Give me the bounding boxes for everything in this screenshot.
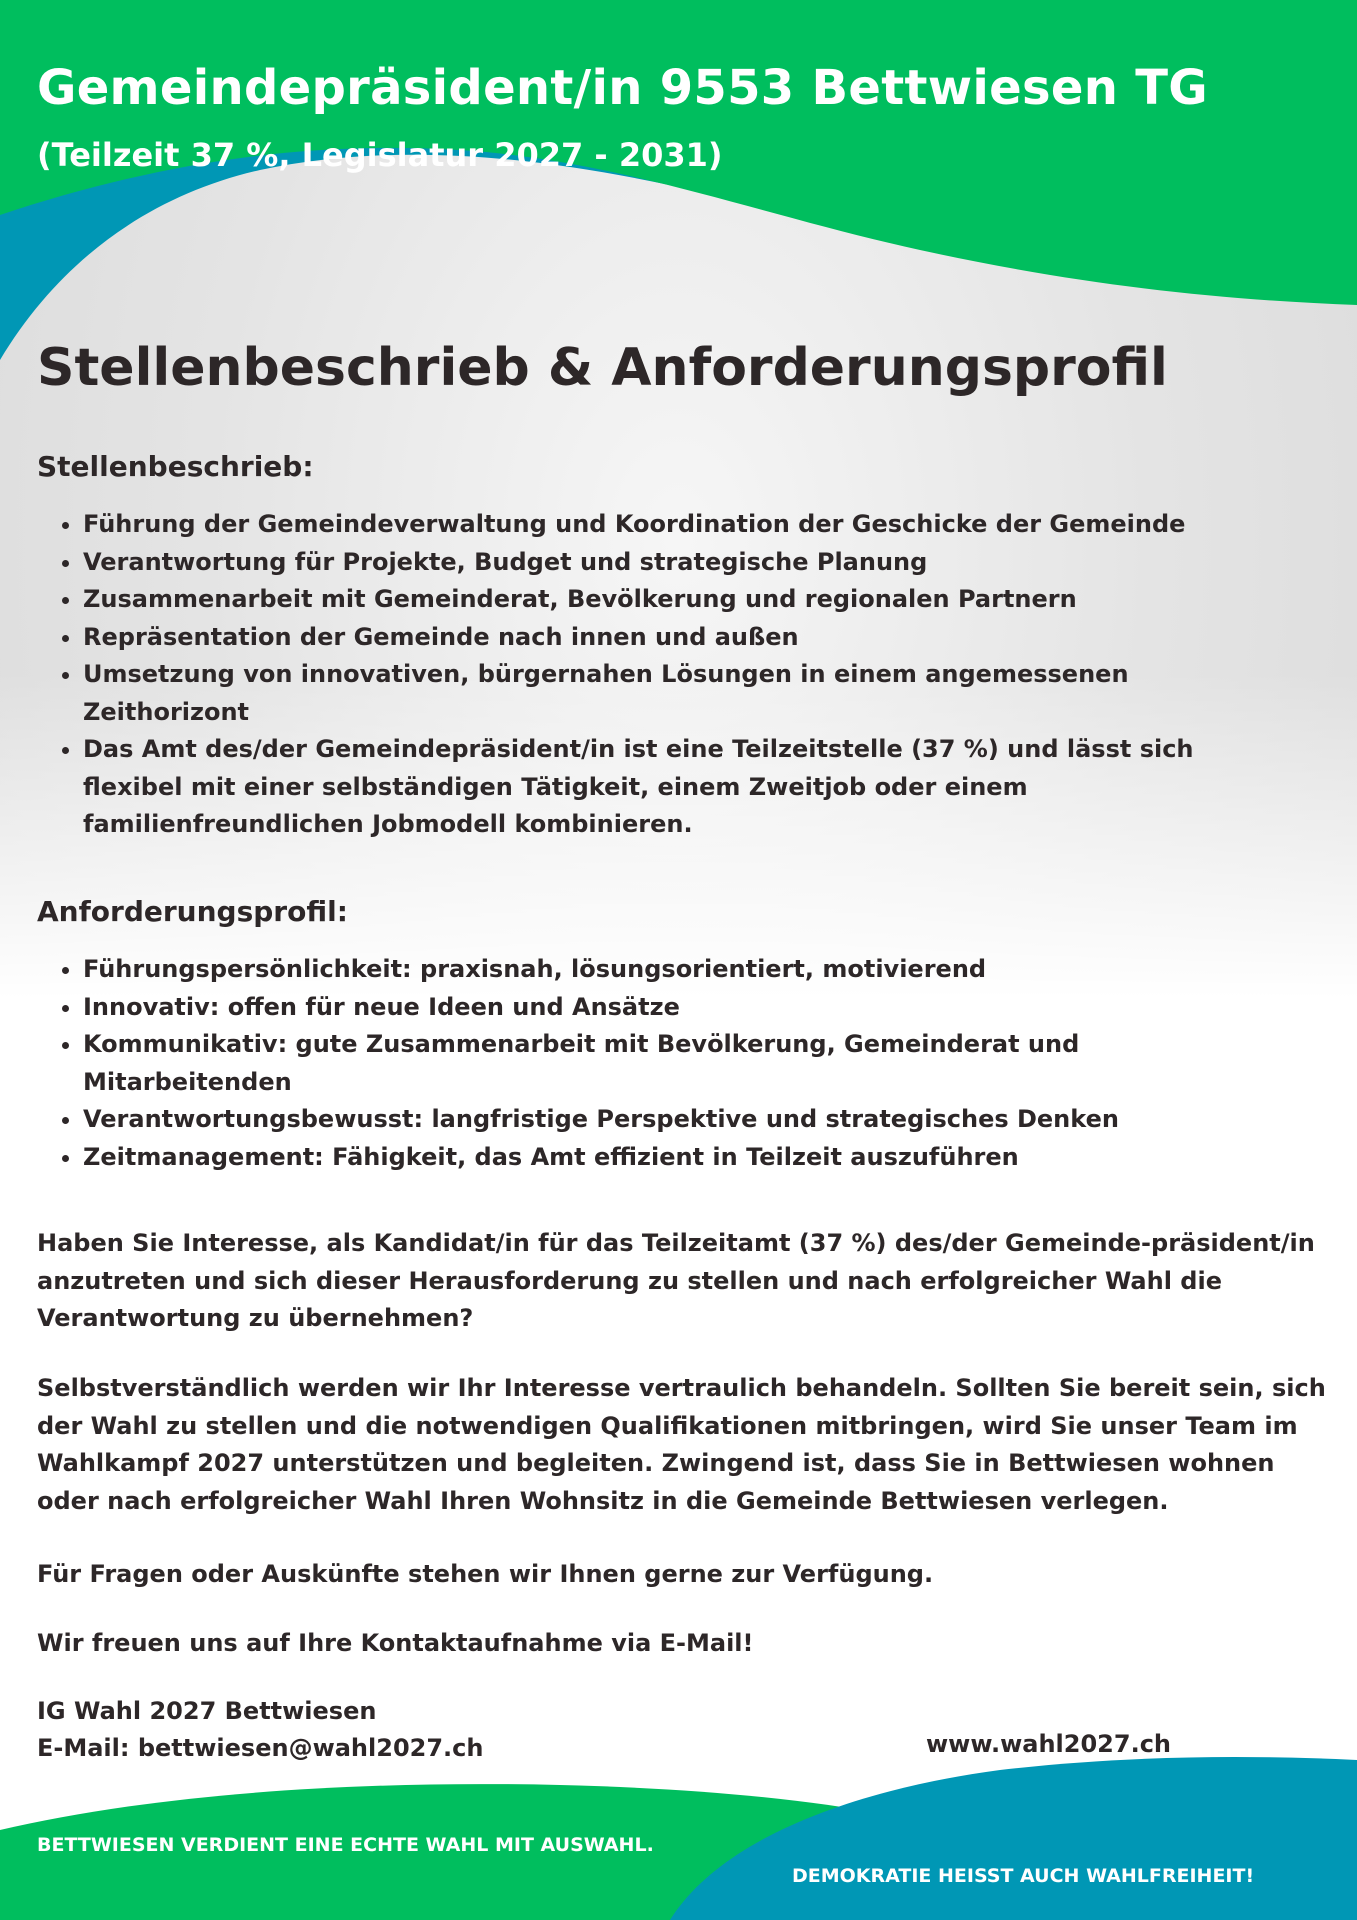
footer-slogan-right: DEMOKRATIE HEISST AUCH WAHLFREIHEIT!: [792, 1865, 1255, 1887]
list-item: • Führungspersönlichkeit: praxisnah, lösungsorientiert, motivierend: [83, 951, 1327, 989]
list-item: • Innovativ: offen für neue Ideen und Ansätze: [83, 989, 1327, 1027]
job-description-section: [37, 450, 1327, 844]
list-item: • Repräsentation der Gemeinde nach innen und außen: [83, 619, 1327, 657]
job-description-list: [37, 506, 1327, 844]
email-address[interactable]: E-Mail: bettwiesen@wahl2027.ch: [37, 1734, 484, 1762]
interest-paragraph: Haben Sie Interesse, als Kandidat/in für das Teilzeitamt (37 %) des/der Gemeinde-präsident/in anzutreten und sich dieser Herausforderung zu stellen und nach erfolgreicher Wahl die Verantwortung zu übernehmen?: [37, 1229, 1315, 1332]
requirements-list: [37, 951, 1327, 1176]
questions-paragraph: Für Fragen oder Auskünfte stehen wir Ihnen gerne zur Verfügung.: [37, 1560, 934, 1588]
list-item: • Verantwortungsbewusst: langfristige Perspektive und strategisches Denken: [83, 1101, 1327, 1139]
footer-slogan-left: BETTWIESEN VERDIENT EINE ECHTE WAHL MIT AUSWAHL.: [37, 1834, 654, 1856]
header-title: Gemeindepräsident/in 9553 Bettwiesen TG: [37, 60, 1208, 116]
list-item: • Umsetzung von innovativen, bürgernahen Lösungen in einem angemessenen Zeithorizont: [83, 656, 1327, 731]
list-item: • Das Amt des/der Gemeindepräsident/in ist eine Teilzeitstelle (37 %) und lässt sich flexibel mit einer selbständigen Tätigkeit, einem Zweitjob oder einem familienfreundlichen Jobmodell kombinieren.: [83, 731, 1327, 844]
confidential-paragraph: Selbstverständlich werden wir Ihr Interesse vertraulich behandeln. Sollten Sie bereit sein, sich der Wahl zu stellen und die notwendigen Qualifikationen mitbringen, wird Sie unser Team im Wahlkampf 2027 unterstützen und begleiten. Zwingend ist, dass Sie in Bettwiesen wohnen oder nach erfolgreicher Wahl Ihren Wohnsitz in die Gemeinde Bettwiesen verlegen.: [37, 1374, 1326, 1515]
list-item: • Zeitmanagement: Fähigkeit, das Amt effizient in Teilzeit auszuführen: [83, 1139, 1327, 1177]
job-description-heading: Stellenbeschrieb:: [37, 450, 314, 483]
header-subtitle: (Teilzeit 37 %, Legislatur 2027 - 2031): [37, 136, 723, 174]
contact-paragraph: Wir freuen uns auf Ihre Kontaktaufnahme via E-Mail!: [37, 1629, 754, 1657]
requirements-section: [37, 895, 1327, 1176]
list-item: • Kommunikativ: gute Zusammenarbeit mit Bevölkerung, Gemeinderat und Mitarbeitenden: [83, 1026, 1327, 1101]
organization-name: IG Wahl 2027 Bettwiesen: [37, 1697, 377, 1725]
requirements-heading: Anforderungsprofil:: [37, 895, 348, 928]
page-title: Stellenbeschrieb & Anforderungsprofil: [37, 338, 1168, 398]
list-item: • Führung der Gemeindeverwaltung und Koordination der Geschicke der Gemeinde: [83, 506, 1327, 544]
list-item: • Zusammenarbeit mit Gemeinderat, Bevölkerung und regionalen Partnern: [83, 581, 1327, 619]
list-item: • Verantwortung für Projekte, Budget und strategische Planung: [83, 544, 1327, 582]
website-link[interactable]: www.wahl2027.ch: [926, 1730, 1172, 1758]
